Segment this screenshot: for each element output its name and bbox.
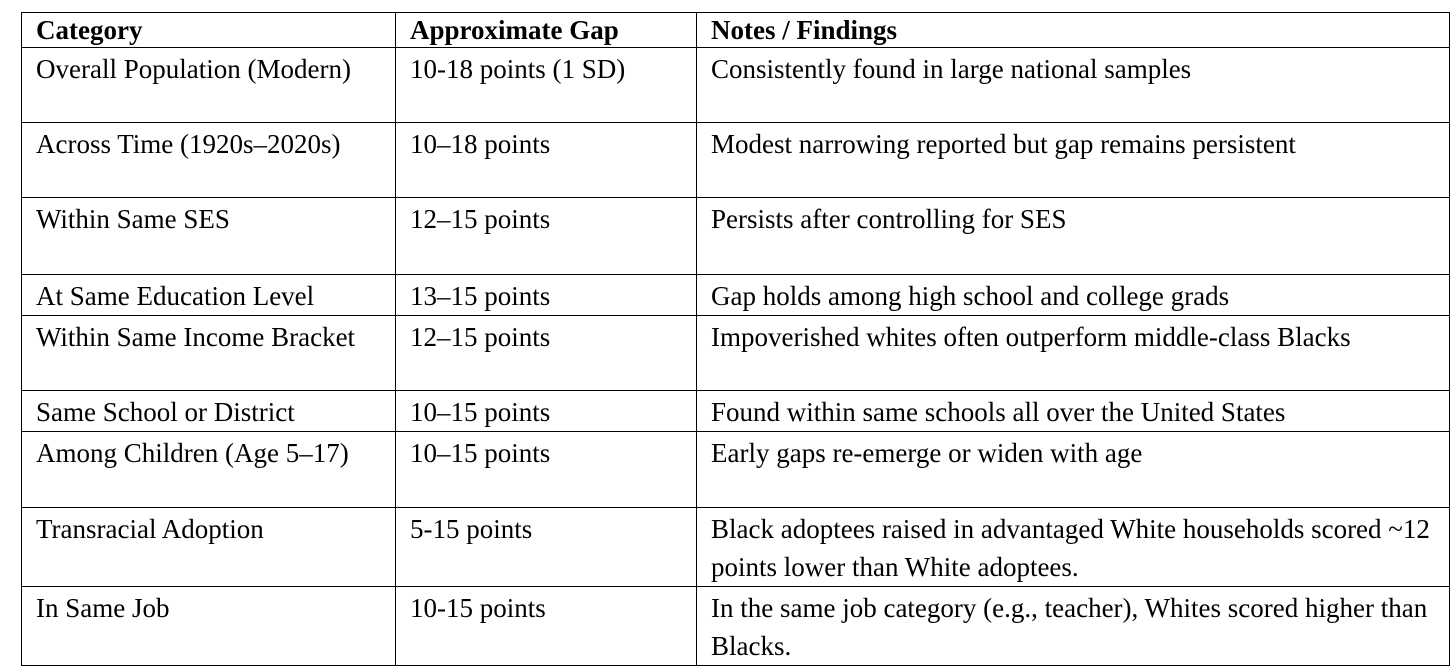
header-approximate-gap: Approximate Gap [396, 13, 697, 48]
table-row [22, 48, 1450, 123]
gap-cell: 13–15 points [396, 275, 697, 316]
table-row [22, 432, 1450, 508]
table-row [22, 587, 1450, 666]
table-row [22, 316, 1450, 391]
notes-cell: Impoverished whites often outperform middle-class Blacks [697, 316, 1450, 391]
gap-cell: 10–15 points [396, 432, 697, 508]
notes-cell: Found within same schools all over the United States [697, 391, 1450, 432]
gap-cell: 10–18 points [396, 123, 697, 198]
gap-summary-table [21, 12, 1450, 666]
table-row [22, 275, 1450, 316]
gap-cell: 5-15 points [396, 508, 697, 587]
gap-cell: 12–15 points [396, 316, 697, 391]
notes-cell: Consistently found in large national samples [697, 48, 1450, 123]
header-category: Category [22, 13, 396, 48]
header-row [22, 13, 1450, 48]
notes-cell: In the same job category (e.g., teacher), Whites scored higher than Blacks. [697, 587, 1450, 666]
category-cell: Within Same Income Bracket [22, 316, 396, 391]
gap-cell: 10-18 points (1 SD) [396, 48, 697, 123]
notes-cell: Gap holds among high school and college grads [697, 275, 1450, 316]
notes-cell: Modest narrowing reported but gap remains persistent [697, 123, 1450, 198]
notes-cell: Black adoptees raised in advantaged White households scored ~12 points lower than White adoptees. [697, 508, 1450, 587]
category-cell: At Same Education Level [22, 275, 396, 316]
header-notes-findings: Notes / Findings [697, 13, 1450, 48]
table-row [22, 508, 1450, 587]
category-cell: Among Children (Age 5–17) [22, 432, 396, 508]
category-cell: Across Time (1920s–2020s) [22, 123, 396, 198]
notes-cell: Persists after controlling for SES [697, 198, 1450, 275]
gap-cell: 12–15 points [396, 198, 697, 275]
category-cell: Overall Population (Modern) [22, 48, 396, 123]
category-cell: Transracial Adoption [22, 508, 396, 587]
category-cell: In Same Job [22, 587, 396, 666]
gap-cell: 10-15 points [396, 587, 697, 666]
table-row [22, 198, 1450, 275]
table-row [22, 123, 1450, 198]
category-cell: Same School or District [22, 391, 396, 432]
table-row [22, 391, 1450, 432]
category-cell: Within Same SES [22, 198, 396, 275]
gap-cell: 10–15 points [396, 391, 697, 432]
notes-cell: Early gaps re-emerge or widen with age [697, 432, 1450, 508]
